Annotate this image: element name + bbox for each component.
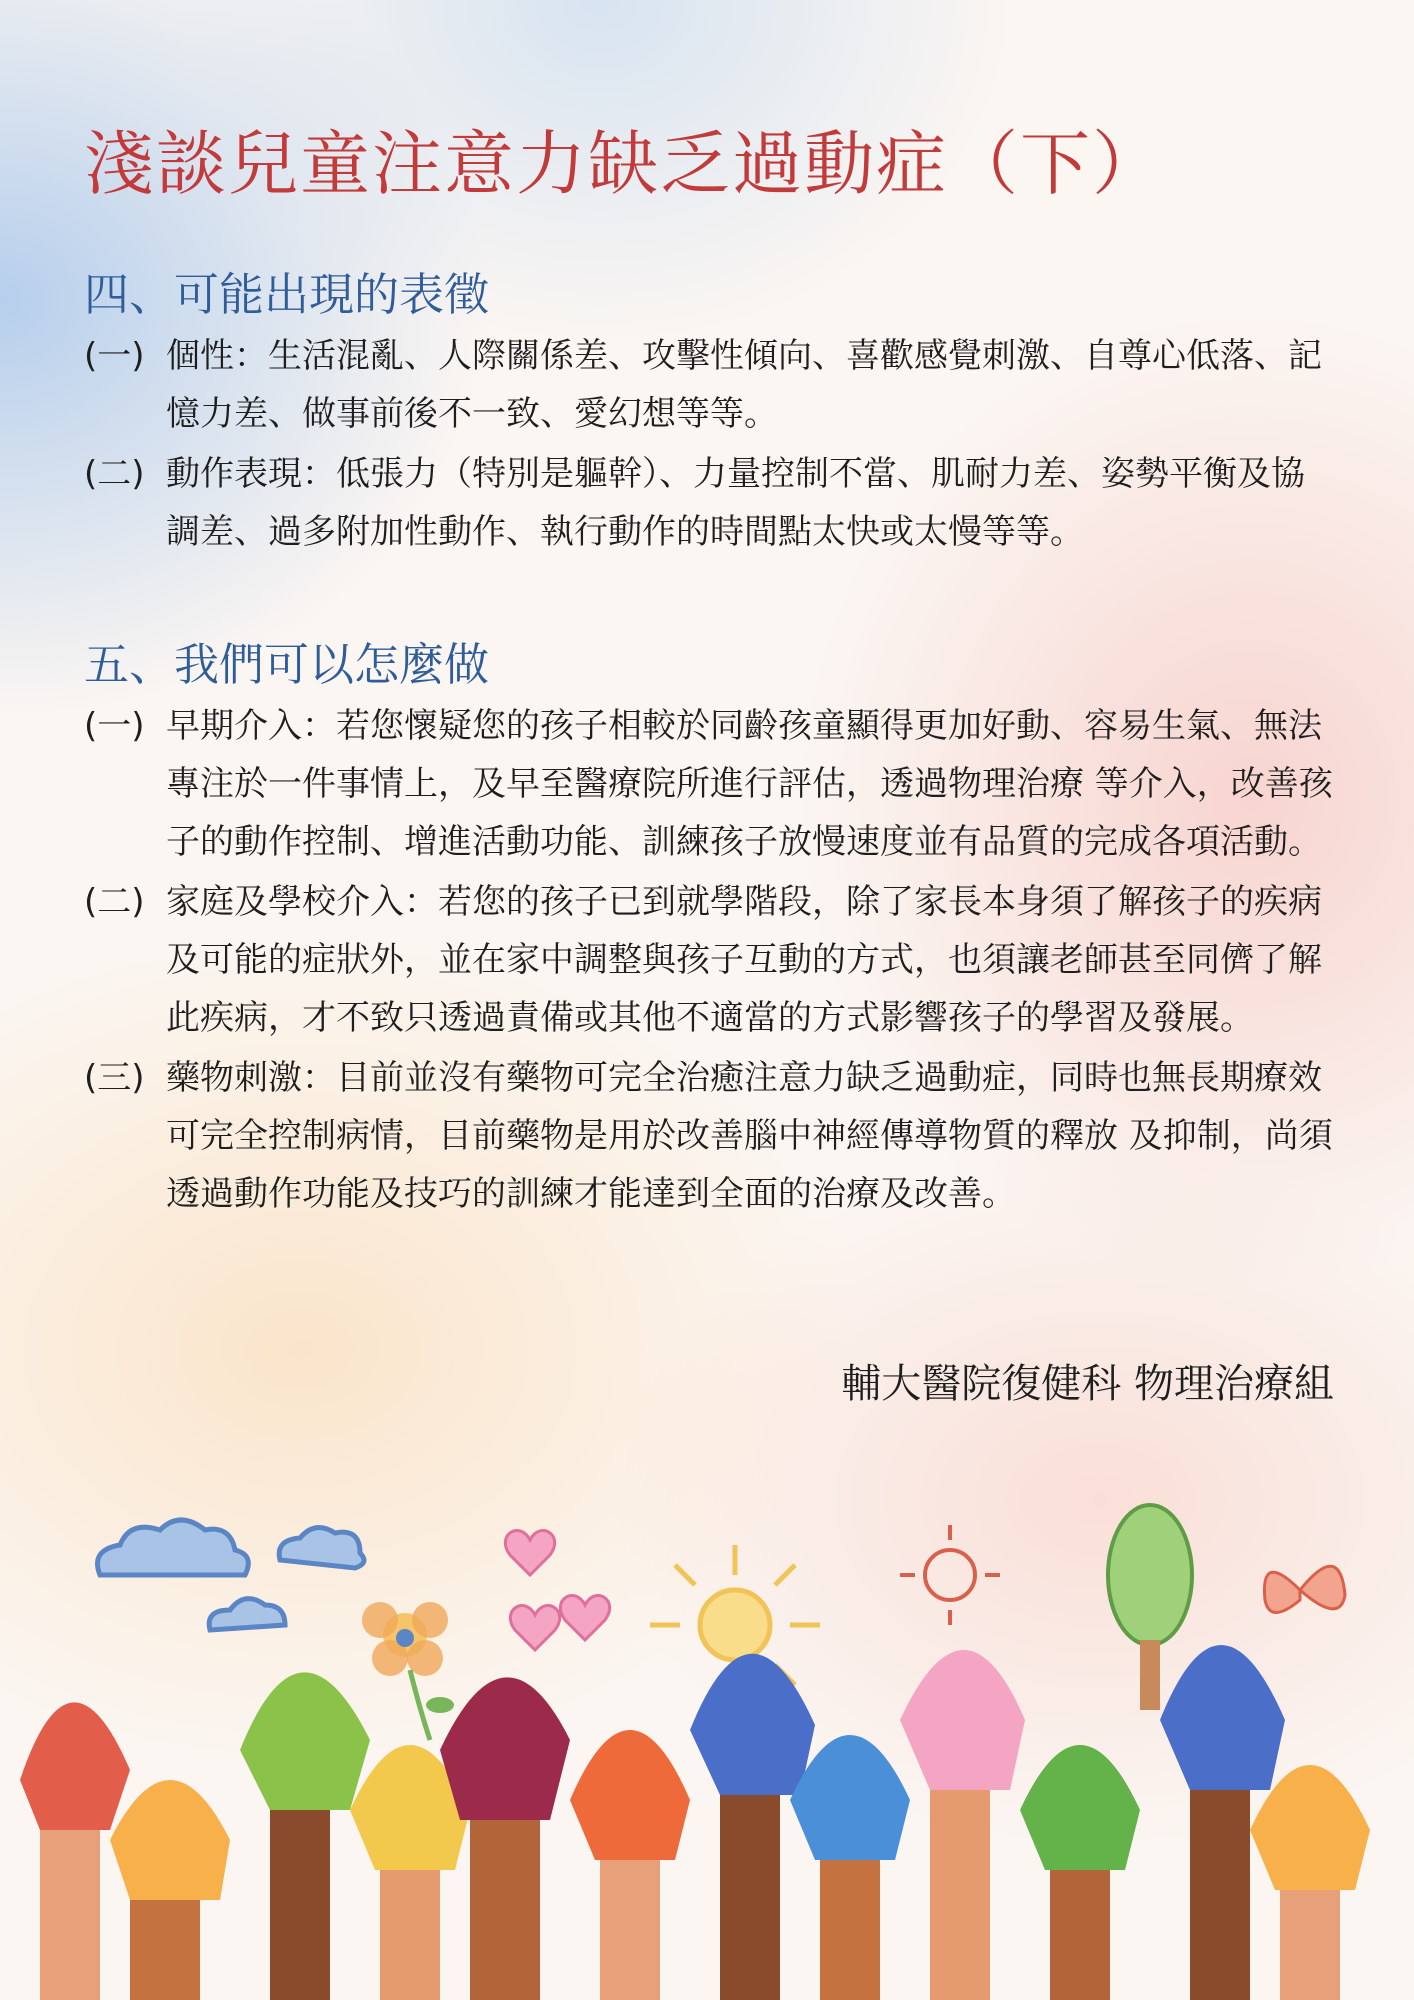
hands-group [20,1645,1370,2000]
item-text [84,1049,1334,1223]
item-line: 子的動作控制、增進活動功能、訓練孩子放慢速度並有品質的完成各項活動。 [166,822,1322,862]
section-4-item-2 [84,445,1334,561]
item-number: (二) [84,454,145,494]
painted-hands-illustration [0,1480,1414,2000]
section-5-item-1 [84,697,1334,871]
item-text [84,327,1334,443]
tree-icon [1108,1505,1192,1710]
flower-icon [362,1602,454,1740]
item-line: 調差、過多附加性動作、執行動作的時間點太快或太慢等等。 [166,512,1084,552]
item-text [84,445,1334,561]
item-number: (三) [84,1058,145,1098]
sun-icon [900,1525,1000,1625]
section-5-heading: 五、我們可以怎麼做 [84,638,490,691]
heart-icon [505,1531,609,1650]
cloud-icon [98,1520,365,1630]
item-number: (二) [84,882,145,922]
item-number: (一) [84,336,145,376]
butterfly-icon [1264,1566,1345,1612]
item-line: 此疾病，才不致只透過責備或其他不適當的方式影響孩子的學習及發展。 [166,998,1254,1038]
item-text [84,873,1334,1047]
item-line: 個性：生活混亂、人際關係差、攻擊性傾向、喜歡感覺刺激、自尊心低落、記 [166,336,1322,376]
item-line: 專注於一件事情上，及早至醫療院所進行評估，透過物理治療 等介入，改善孩 [166,764,1333,804]
item-line: 透過動作功能及技巧的訓練才能達到全面的治療及改善。 [166,1174,1016,1214]
item-line: 可完全控制病情，目前藥物是用於改善腦中神經傳導物質的釋放 及抑制，尚須 [166,1116,1333,1156]
item-line: 家庭及學校介入：若您的孩子已到就學階段，除了家長本身須了解孩子的疾病 [166,882,1322,922]
item-line: 憶力差、做事前後不一致、愛幻想等等。 [166,394,778,434]
item-text [84,697,1334,871]
item-line: 及可能的症狀外，並在家中調整與孩子互動的方式，也須讓老師甚至同儕了解 [166,940,1322,980]
section-4-item-1 [84,327,1334,443]
section-5-item-3 [84,1049,1334,1223]
signature: 輔大醫院復健科 物理治療組 [841,1361,1334,1407]
section-5-item-2 [84,873,1334,1047]
page-title: 淺談兒童注意力缺乏過動症（下） [84,123,1164,205]
item-line: 早期介入：若您懷疑您的孩子相較於同齡孩童顯得更加好動、容易生氣、無法 [166,706,1322,746]
item-number: (一) [84,706,145,746]
section-4-heading: 四、可能出現的表徵 [84,268,490,321]
item-line: 動作表現：低張力（特別是軀幹）、力量控制不當、肌耐力差、姿勢平衡及協 [166,454,1305,494]
item-line: 藥物刺激：目前並沒有藥物可完全治癒注意力缺乏過動症，同時也無長期療效 [166,1058,1322,1098]
